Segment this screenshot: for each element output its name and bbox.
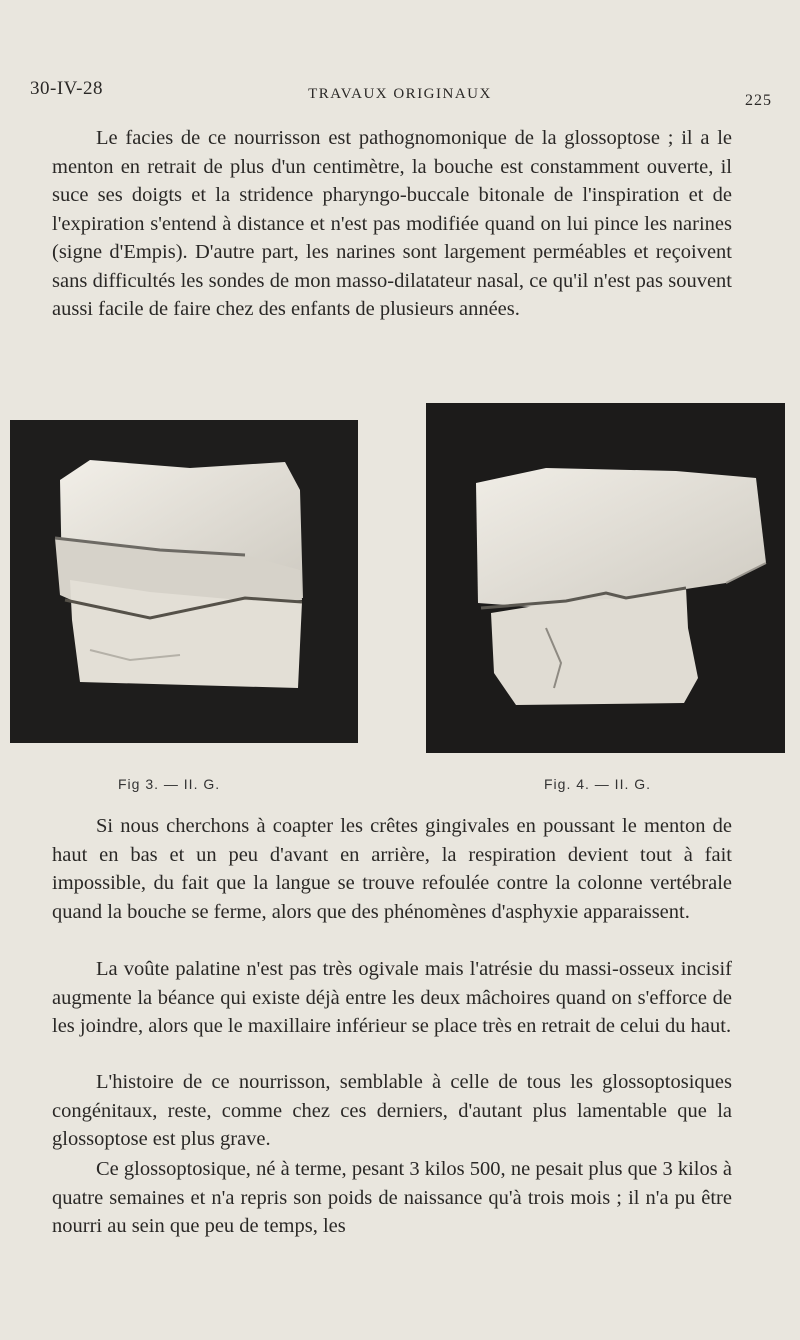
figure-3-caption: Fig 3. — II. G. — [118, 776, 221, 792]
header-date: 30-IV-28 — [30, 78, 103, 99]
figure-3-photo — [10, 420, 358, 743]
paragraph-4: L'histoire de ce nourrisson, semblable à celle de tous les glossoptosiques congénitaux, reste, comme chez ces derniers, d'autant plus lamentable que la glossoptose est plus grave. — [52, 1071, 732, 1150]
dental-cast-photo-4 — [426, 403, 785, 753]
paragraph-1: Le facies de ce nourrisson est pathognomonique de la glossoptose ; il a le menton en retrait de plus d'un centimètre, la bouche est constamment ouverte, il suce ses doigts et la stridence pharyngo-buccale bitonale de l'inspiration et de l'expiration s'entend à distance et n'est pas modifiée quand on lui pince les narines (signe d'Empis). D'autre part, les narines sont largement perméables et reçoivent sans difficultés les sondes de mon masso-dilatateur nasal, ce qu'il n'est pas souvent aussi facile de faire chez des enfants de plusieurs années. — [52, 127, 732, 320]
dental-cast-photo-3 — [10, 420, 358, 743]
page-number: 225 — [745, 92, 772, 109]
running-header — [30, 78, 770, 108]
header-section-title: TRAVAUX ORIGINAUX — [308, 86, 492, 102]
paragraph-3: La voûte palatine n'est pas très ogivale mais l'atrésie du massi-osseux incisif augmente la béance qui existe déjà entre les deux mâchoires quand on s'efforce de les joindre, alors que le maxillaire inférieur se place très en retrait de celui du haut. — [52, 958, 732, 1037]
figure-4-photo — [426, 403, 785, 753]
paragraph-5: Ce glossoptosique, né à terme, pesant 3 kilos 500, ne pesait plus que 3 kilos à quatre semaines et n'a repris son poids de naissance qu'à trois mois ; il n'a pu être nourri au sein que peu de temps, les — [52, 1158, 732, 1237]
paragraph-2: Si nous cherchons à coapter les crêtes gingivales en poussant le menton de haut en bas et un peu d'avant en arrière, la respiration devient tout à fait impossible, du fait que la langue se trouve refoulée contre la colonne vertébrale quand la bouche se ferme, alors que des phénomènes d'asphyxie apparaissent. — [52, 815, 732, 923]
figure-4-caption: Fig. 4. — II. G. — [544, 776, 652, 792]
